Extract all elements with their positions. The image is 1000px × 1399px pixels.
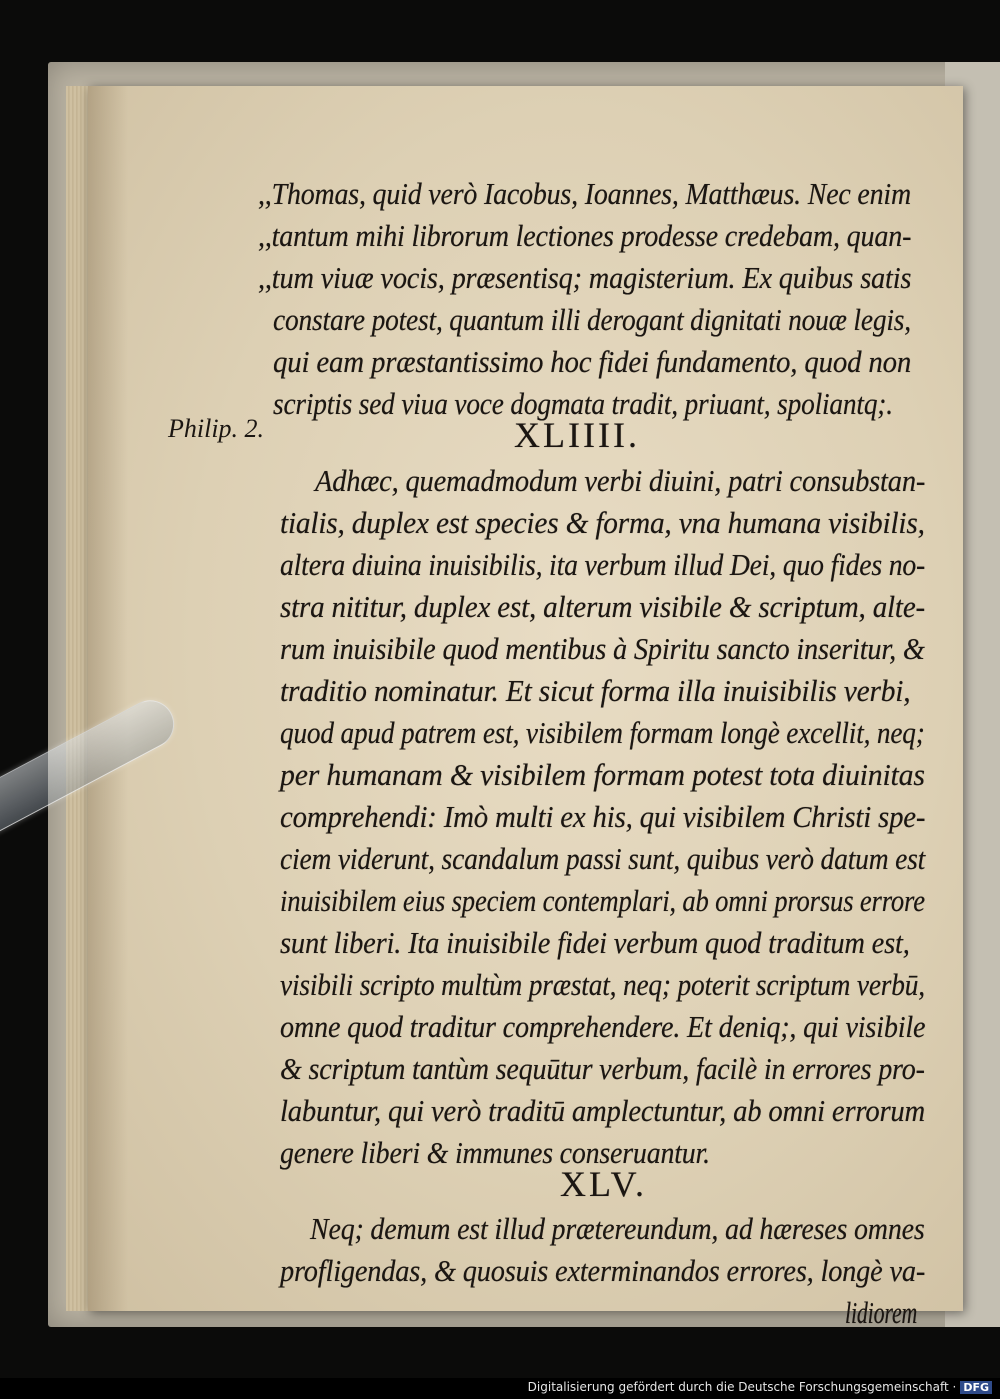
text-line: omne quod traditur comprehendere. Et deniq;, qui visibile <box>280 1009 926 1044</box>
text-line: ,,tum viuæ vocis, præsentisq; magisterium. Ex quibus satis <box>258 260 912 295</box>
funding-credit <box>528 1380 992 1394</box>
text-line: visibili scripto multùm præstat, neq; poterit scriptum verbū, <box>280 967 925 1002</box>
text-line: ciem viderunt, scandalum passi sunt, quibus verò datum est <box>280 841 926 876</box>
text-line: constare potest, quantum illi derogant dignitati nouæ legis, <box>273 302 911 337</box>
text-line: genere liberi & immunes conseruantur. <box>280 1135 710 1170</box>
book-page-edges <box>66 86 90 1311</box>
text-line: comprehendi: Imò multi ex his, qui visibilem Christi spe- <box>280 799 926 834</box>
section-heading: XLIIII. <box>514 415 640 455</box>
text-line: ,,Thomas, quid verò Iacobus, Ioannes, Matthæus. Nec enim <box>258 176 911 211</box>
text-line: per humanam & visibilem formam potest tota diuinitas <box>280 757 925 792</box>
section-heading: XLV. <box>560 1164 648 1204</box>
marginal-note: Philip. 2. <box>168 414 265 443</box>
text-line: profligendas, & quosuis exterminandos errores, longè va- <box>280 1253 926 1288</box>
text-line: altera diuina inuisibilis, ita verbum illud Dei, quo fides no- <box>280 547 926 582</box>
funding-credit-text: Digitalisierung gefördert durch die Deutsche Forschungsgemeinschaft · <box>527 1380 957 1394</box>
text-line: qui eam præstantissimo hoc fidei fundamento, quod non <box>273 344 912 379</box>
catchword: lidiorem <box>845 1295 918 1330</box>
text-line: tialis, duplex est species & forma, vna humana visibilis, <box>280 505 925 540</box>
text-line: rum inuisibile quod mentibus à Spiritu sancto inseritur, & <box>280 631 925 666</box>
dfg-logo: DFG <box>960 1381 992 1394</box>
text-line: & scriptum tantùm sequūtur verbum, facilè in errores pro- <box>280 1051 925 1086</box>
text-line: inuisibilem eius speciem contemplari, ab omni prorsus errore <box>280 883 925 918</box>
text-line: quod apud patrem est, visibilem formam longè excellit, neq; <box>280 715 925 750</box>
text-line: Neq; demum est illud prætereundum, ad hæreses omnes <box>310 1211 925 1246</box>
text-line: Adhæc, quemadmodum verbi diuini, patri consubstan- <box>315 463 926 498</box>
text-line: sunt liberi. Ita inuisibile fidei verbum quod traditum est, <box>280 925 910 960</box>
text-line: traditio nominatur. Et sicut forma illa inuisibilis verbi, <box>280 673 911 708</box>
text-line: labuntur, qui verò traditū amplectuntur, ab omni errorum <box>280 1093 926 1128</box>
text-line: ,,tantum mihi librorum lectiones prodesse credebam, quan- <box>258 218 912 253</box>
text-line: scriptis sed viua voce dogmata tradit, priuant, spoliantq;. <box>273 386 893 421</box>
text-line: stra nititur, duplex est, alterum visibile & scriptum, alte- <box>280 589 926 624</box>
